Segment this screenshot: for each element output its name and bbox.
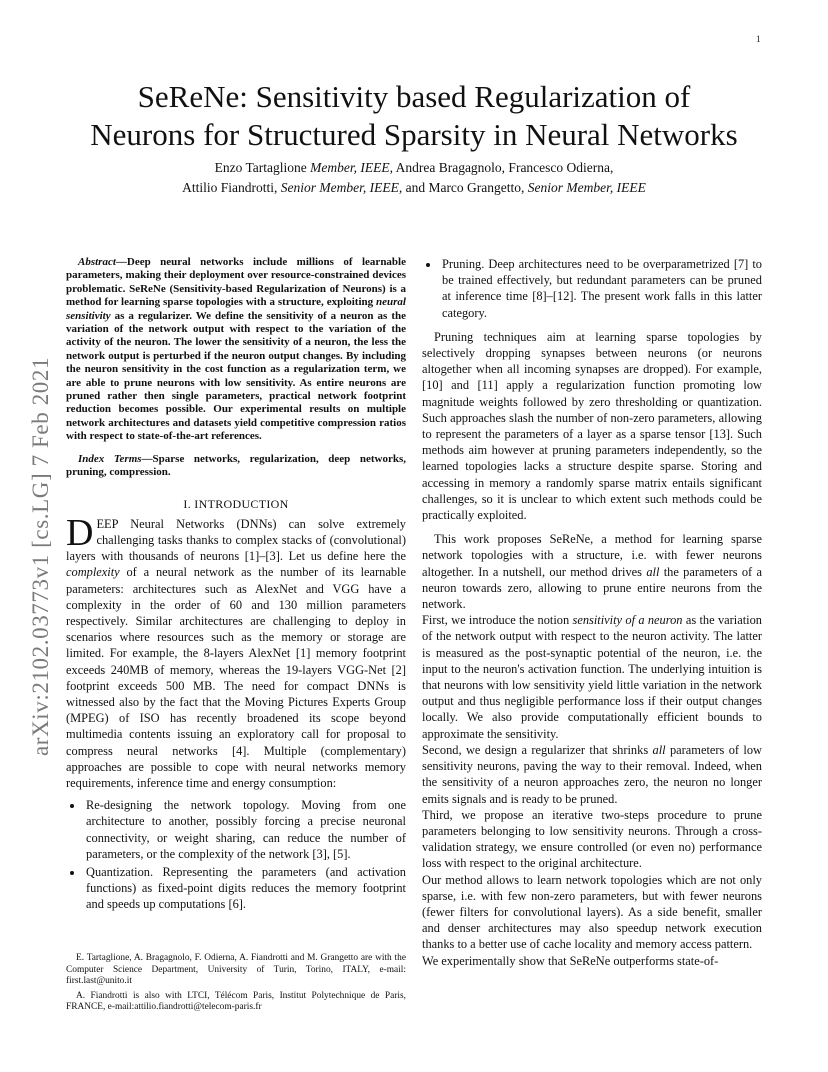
approach-list-continued: [422, 256, 762, 321]
body-text: as the variation of the network output with respect to the neuron activity. The latter is measured as the post-synaptic potential of the neuron, i.e. the input to the neuron's activation function. The underlying intuition is that neurons with low sensitivity yield little variation in the network output and thus negligible performance loss if their output changes locally. We also provide computationally efficient bounds to approximate the sensitivity.: [422, 613, 762, 741]
index-terms: [66, 453, 406, 480]
author-list: [50, 158, 778, 198]
author-text: Andrea Bragagnolo, Francesco Odierna,: [392, 160, 614, 175]
right-column: [422, 256, 762, 969]
authors-line-1: [50, 158, 778, 178]
body-emphasis: all: [652, 742, 666, 757]
index-terms-label: Index Terms: [78, 452, 142, 465]
section-heading-introduction: [66, 496, 406, 512]
approach-list: [66, 797, 406, 912]
body-paragraph: Third, we propose an iterative two-steps procedure to prune parameters belonging to low sensitivity neurons. Through a cross-validation strategy, we ensure controlled (or even no) performance loss with respect to the original architecture.: [422, 807, 762, 871]
author-text: Attilio Fiandrotti,: [182, 180, 281, 195]
body-paragraph: [422, 612, 762, 742]
authors-line-2: [50, 178, 778, 198]
body-paragraph: [422, 742, 762, 807]
body-paragraph: Our method allows to learn network topologies which are not only sparse, i.e. with few non-zero parameters, but with fewer neurons (fewer filters for convolutional layers). As a side benefit, smaller and denser architectures may also speedup network execution thanks to a better use of cache locality and memory access pattern.: [422, 872, 762, 952]
arxiv-identifier: arXiv:2102.03773v1 [cs.LG] 7 Feb 2021: [28, 356, 53, 756]
body-paragraph: Pruning techniques aim at learning sparse topologies by selectively dropping synapses between neurons (or neurons altogether when all incoming synapses are dropped). For example, [10] and [11] apply a regularization function promoting low magnitude weights followed by zero thresholding or quantization. Such approaches slash the number of non-zero parameters, allowing to represent the parameters of a layer as a sparse tensor [13]. Such methods aim however at pruning parameters independently, so the learned topologies lacks a structure despite sparse. Storing and accessing in memory a randomly sparse matrix entails significant challenges, so it is unclear to which extent such methods could be practically exploited.: [422, 329, 762, 523]
body-paragraph: [422, 531, 762, 612]
body-text: Second, we design a regularizer that shrinks: [422, 742, 653, 757]
section-numeral: I. I: [183, 496, 199, 511]
abstract-text: as a regularizer. We define the sensitivity of a neuron as the variation of the network output with respect to the variation of the activity of the neuron. The lower the sensitivity of a neuron, the less the network output is perturbed if the neuron output changes. By including the neuron sensitivity in the cost function as a regularization term, we are able to prune neurons with low sensitivity. As entire neurons are pruned rather then single parameters, practical network footprint reduction becomes possible. Our experimental results on multiple network architectures and datasets yield competitive compression ratios with respect to state-of-the-art references.: [66, 309, 406, 443]
title-line-2: Neurons for Structured Sparsity in Neural Networks: [90, 117, 738, 152]
drop-cap: D: [66, 511, 94, 554]
author-affiliation: Senior Member, IEEE,: [280, 180, 403, 195]
body-text: parameters of low sensitivity neurons, paving the way to their removal. Indeed, when the sensitivity of a neuron approaches zero, the neuron no longer emits signals and is ready to be pruned.: [422, 742, 762, 806]
footnote: E. Tartaglione, A. Bragagnolo, F. Odierna, A. Fiandrotti and M. Grangetto are with the Computer Science Department, University of Turin, Torino, ITALY, e-mail: first.last@unito.it: [66, 953, 406, 987]
intro-text: of a neural network as the number of its learnable parameters: architectures such as AlexNet and VGG have a complexity in the order of 60 and 130 million parameters respectively. Similar architectures are challenging to deploy in scenarios where resources such as the memory or storage are limited. For example, the 8-layers AlexNet [1] memory footprint exceeds 240MB of memory, whereas the 19-layers VGG-Net [2] footprint exceeds 500 MB. The need for compact DNNs is witnessed also by the fact that the Moving Pictures Experts Group (MPEG) of ISO has recently broadened its scope beyond multimedia contents issuing an exploratory call for proposal to compress neural networks [4]. Multiple (complementary) approaches are possible to cope with neural networks memory requirements, inference time and energy consumption:: [66, 565, 406, 790]
body-text: This work proposes SeReNe, a method for learning sparse network topologies with a structure, i.e. with fewer neurons altogether. In a nutshell, our method drives: [422, 532, 762, 579]
title-line-1: SeReNe: Sensitivity based Regularization of: [137, 79, 691, 114]
footnotes: [66, 953, 406, 1017]
body-emphasis: all: [646, 564, 660, 579]
abstract-label: Abstract: [78, 256, 116, 268]
list-item: • Quantization. Representing the parameters (and activation functions) as fixed-point digits reduces the memory footprint and speeds up computations [6].: [84, 864, 406, 913]
abstract-emphasis: neural sensitivity: [66, 296, 406, 322]
page-number: 1: [756, 34, 761, 44]
intro-paragraph: [66, 511, 406, 791]
footnote: A. Fiandrotti is also with LTCI, Télécom Paris, Institut Polytechnique de Paris, FRANCE, e-mail:attilio.fiandrotti@telecom-paris.fr: [66, 990, 406, 1013]
list-item: • Pruning. Deep architectures need to be overparametrized [7] to be trained effectively, but redundant parameters can be pruned at inference time [8]–[12]. The present work falls in this latter category.: [440, 256, 762, 321]
abstract-text: —Deep neural networks include millions of learnable parameters, making their deployment over resource-constrained devices problematic. SeReNe (Sensitivity-based Regularization of Neurons) is a method for learning sparse topologies with a structure, exploiting: [66, 256, 406, 309]
abstract: [66, 256, 406, 444]
author-affiliation: Member, IEEE,: [310, 160, 393, 175]
body-text: First, we introduce the notion: [422, 613, 573, 628]
body-emphasis: sensitivity of a neuron: [572, 613, 683, 628]
author-text: Enzo Tartaglione: [214, 160, 311, 175]
list-item: • Re-designing the network topology. Moving from one architecture to another, possibly forcing a precise neuronal connectivity, or weight sharing, can reduce the number of parameters, or the complexity of the network [3], [5].: [84, 797, 406, 862]
section-name: NTRODUCTION: [198, 496, 289, 511]
intro-emphasis: complexity: [66, 565, 120, 580]
left-column: [66, 256, 406, 915]
intro-text: EEP Neural Networks (DNNs) can solve extremely challenging tasks thanks to complex stacks of (convolutional) layers with thousands of neurons [1]–[3]. Let us define here the: [66, 516, 406, 564]
body-paragraph: We experimentally show that SeReNe outperforms state-of-: [422, 953, 719, 968]
author-text: and Marco Grangetto,: [402, 180, 528, 195]
index-terms-text: —Sparse networks, regularization, deep networks, pruning, compression.: [66, 452, 406, 479]
author-affiliation: Senior Member, IEEE: [527, 180, 646, 195]
paper-title: [50, 78, 778, 154]
body-text: the parameters of a neuron towards zero, allowing to prune entire neurons from the network.: [422, 564, 762, 612]
